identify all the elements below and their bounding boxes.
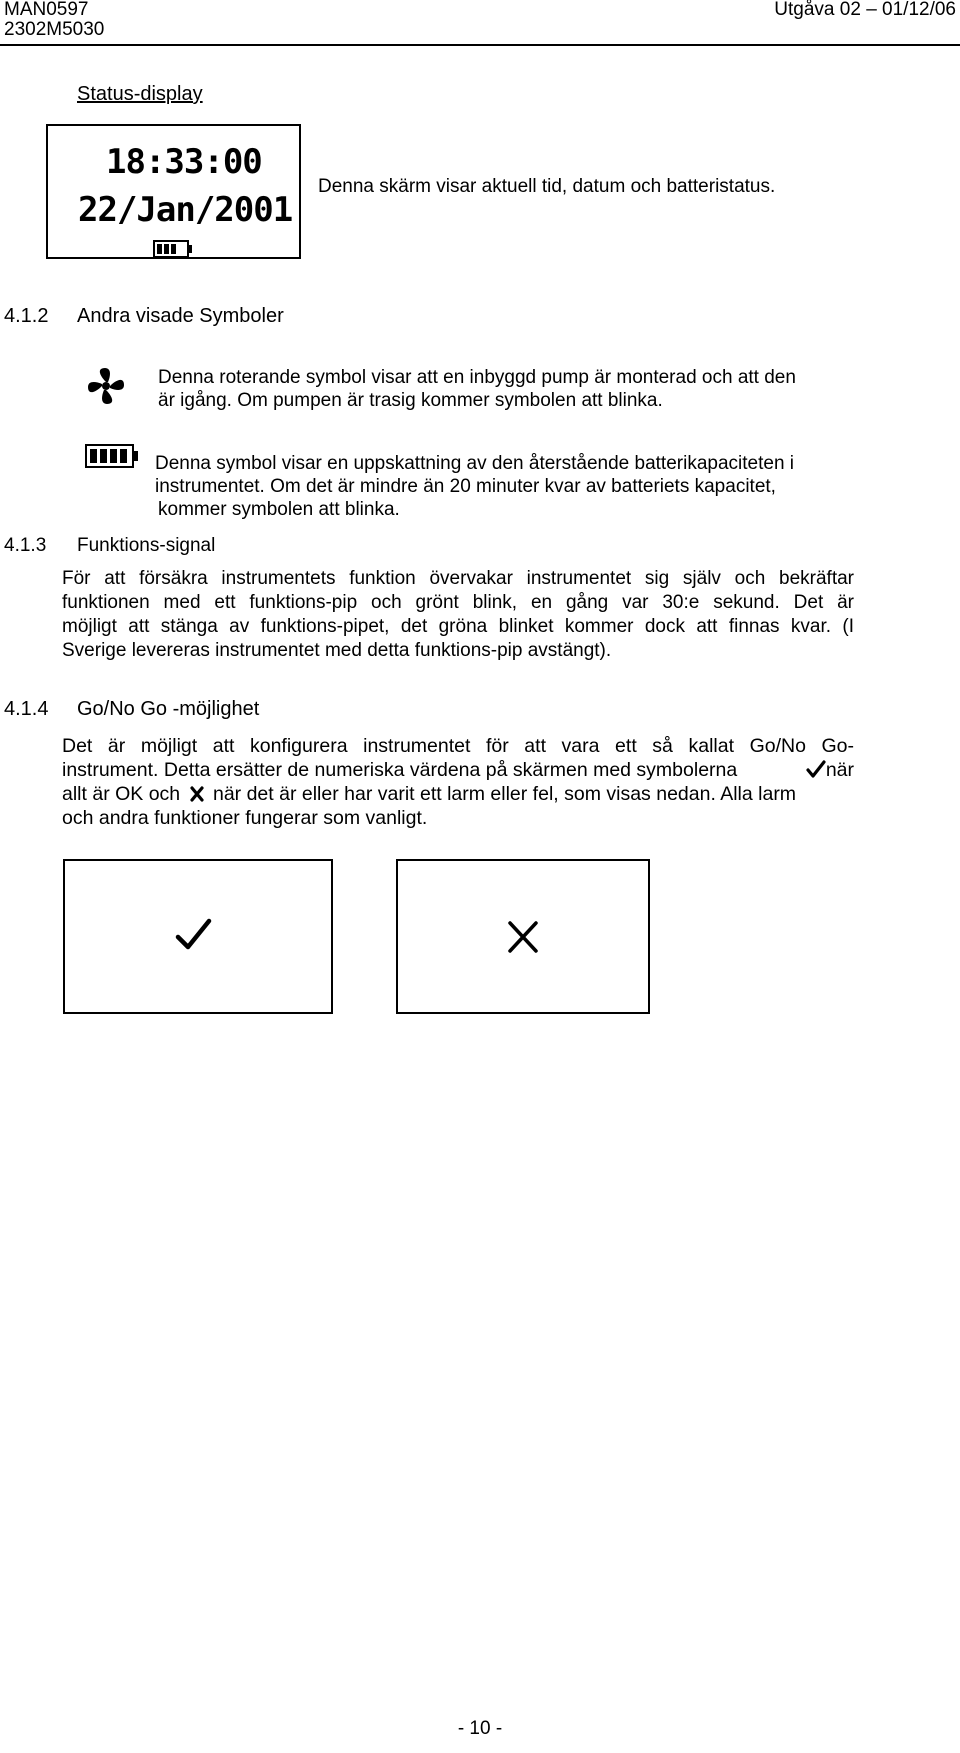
- part-number: 2302M5030: [4, 19, 105, 40]
- pump-description-line2: är igång. Om pumpen är trasig kommer symbolen att blinka.: [158, 390, 663, 411]
- battery-status-icon: [85, 444, 139, 468]
- check-icon: [175, 917, 213, 951]
- header-rule: [0, 44, 960, 46]
- no-go-screen: [396, 859, 650, 1014]
- section-413-line4: Sverige levereras instrumentet med detta funktions-pip avstängt).: [62, 640, 612, 661]
- check-inline-icon: [806, 760, 826, 778]
- page-number: - 10 -: [457, 1718, 503, 1739]
- status-lcd-screen: [46, 124, 301, 259]
- section-414-line3-start: allt är OK och: [62, 783, 181, 805]
- section-414-line2-text: instrument. Detta ersätter de numeriska värdena på skärmen med symbolerna: [62, 759, 738, 781]
- pump-fan-icon: [85, 365, 127, 407]
- battery-description-line2: instrumentet. Om det är mindre än 20 minuter kvar av batteriets kapacitet,: [155, 476, 776, 497]
- section-414-number: 4.1.4: [4, 698, 49, 720]
- battery-icon: [153, 240, 193, 258]
- document-id: MAN0597: [4, 0, 89, 20]
- cross-icon: [506, 919, 540, 955]
- section-414-line2-tail: när: [806, 758, 854, 782]
- status-display-description: Denna skärm visar aktuell tid, datum och batteristatus.: [318, 176, 776, 197]
- section-414-line4: och andra funktioner fungerar som vanligt.: [62, 807, 428, 829]
- cross-inline-icon: [190, 786, 204, 802]
- section-413-line2: funktionen med ett funktions-pip och grönt blink, en gång var 30:e sekund. Det är: [62, 592, 854, 613]
- edition-date: Utgåva 02 – 01/12/06: [774, 0, 956, 20]
- go-screen: [63, 859, 333, 1014]
- section-413-line3: möjligt att stänga av funktions-pipet, det gröna blinket kommer dock att finnas kvar. (I: [62, 616, 854, 637]
- section-414-line2: [62, 758, 854, 782]
- section-413-number: 4.1.3: [4, 535, 47, 556]
- section-414-line1: Det är möjligt att konfigurera instrumentet för att vara ett så kallat Go/No Go-: [62, 735, 854, 757]
- section-414-line3: [62, 782, 854, 806]
- section-413-title: Funktions-signal: [77, 535, 216, 556]
- pump-description-line1: Denna roterande symbol visar att en inbyggd pump är monterad och att den: [158, 367, 796, 388]
- section-414-line3-end: när det är eller har varit ett larm eller fel, som visas nedan. Alla larm: [212, 783, 797, 805]
- battery-description-line3: kommer symbolen att blinka.: [158, 499, 400, 520]
- section-413-line1: För att försäkra instrumentets funktion övervakar instrumentet sig själv och bekräftar: [62, 568, 854, 589]
- battery-description-line1: Denna symbol visar en uppskattning av den återstående batterikapaciteten i: [155, 453, 795, 474]
- section-412-number: 4.1.2: [4, 305, 49, 327]
- status-display-heading: Status-display: [77, 83, 203, 105]
- section-413-body: [62, 567, 854, 663]
- section-414-body: [62, 734, 854, 830]
- lcd-date: 22/Jan/2001: [78, 190, 293, 230]
- lcd-time: 18:33:00: [106, 142, 262, 182]
- section-412-title: Andra visade Symboler: [77, 305, 284, 327]
- section-414-title: Go/No Go -möjlighet: [77, 698, 260, 720]
